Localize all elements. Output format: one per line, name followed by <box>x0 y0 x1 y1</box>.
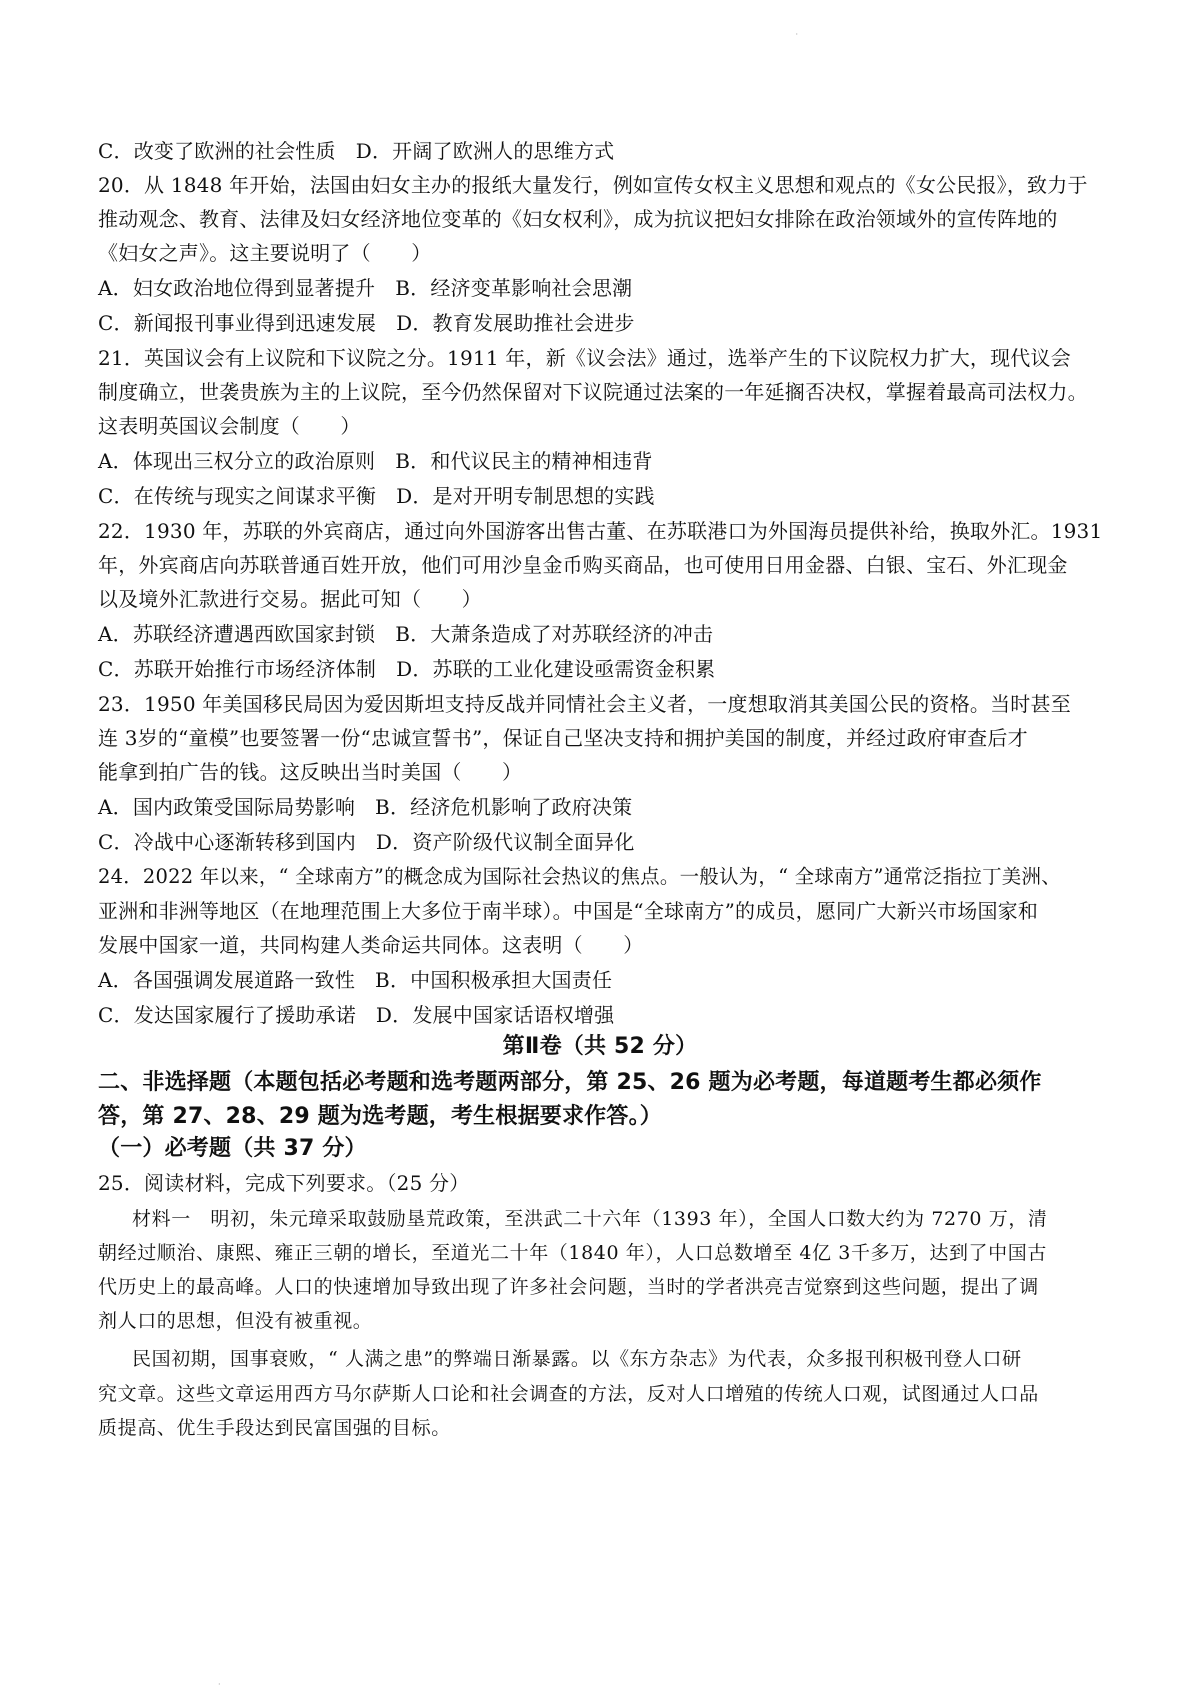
q22-options-ab <box>98 621 713 647</box>
scan-mark: · <box>795 30 798 39</box>
q20-option-b: B．经济变革影响社会思潮 <box>395 276 633 300</box>
q24-options-cd <box>98 1002 614 1028</box>
q24-options-ab <box>98 967 612 993</box>
q25-material-1b-line-2: 究文章。这些文章运用西方马尔萨斯人口论和社会调查的方法，反对人口增殖的传统人口观，试图通过人口品 <box>98 1383 1039 1405</box>
q23-options-cd <box>98 829 635 855</box>
q22-option-d: D．苏联的工业化建设亟需资金积累 <box>396 657 716 681</box>
q23-option-c: C．冷战中心逐渐转移到国内 <box>98 830 356 854</box>
q20-stem-line-1: 20．从 1848 年开始，法国由妇女主办的报纸大量发行，例如宣传女权主义思想和观点的《女公民报》，致力于 <box>98 173 1088 197</box>
q24-stem-line-1: 24．2022 年以来，“ 全球南方”的概念成为国际社会热议的焦点。一般认为，“ 全球南方”通常泛指拉丁美洲、 <box>98 865 1061 888</box>
q20-stem-line-2: 推动观念、教育、法律及妇女经济地位变革的《妇女权利》，成为抗议把妇女排除在政治领域外的宣传阵地的 <box>98 207 1058 231</box>
q22-stem-line-3: 以及境外汇款进行交易。据此可知（ ） <box>98 587 482 611</box>
q25-stem: 25．阅读材料，完成下列要求。（25 分） <box>98 1171 470 1195</box>
q22-option-a: A．苏联经济遭遇西欧国家封锁 <box>98 622 376 646</box>
q25-material-1-line-1: 材料一 明初，朱元璋采取鼓励垦荒政策，至洪武二十六年（1393 年），全国人口数大约为 7270 万，清 <box>132 1208 1048 1230</box>
q22-options-cd <box>98 656 715 682</box>
section-2-heading-line-2: 答，第 27、28、29 题为选考题，考生根据要求作答。） <box>98 1104 662 1129</box>
q23-option-d: D．资产阶级代议制全面异化 <box>375 830 635 854</box>
q25-material-1b-line-1: 民国初期，国事衰败，“ 人满之患”的弊端日渐暴露。以《东方杂志》为代表，众多报刊积极刊登人口研 <box>132 1348 1022 1370</box>
q21-options-ab <box>98 448 653 474</box>
q25-material-1-line-3: 代历史上的最高峰。人口的快速增加导致出现了许多社会问题，当时的学者洪亮吉觉察到这些问题，提出了调 <box>98 1276 1039 1298</box>
q21-stem-line-2: 制度确立，世袭贵族为主的上议院，至今仍然保留对下议院通过法案的一年延搁否决权，掌握着最高司法权力。 <box>98 380 1088 404</box>
q23-options-ab <box>98 794 632 820</box>
q24-option-b: B．中国积极承担大国责任 <box>375 968 613 992</box>
q21-option-a: A．体现出三权分立的政治原则 <box>98 449 376 473</box>
q19-options-cd <box>98 138 614 164</box>
q25-material-1b-line-3: 质提高、优生手段达到民富国强的目标。 <box>98 1417 451 1439</box>
q20-stem-line-3: 《妇女之声》。这主要说明了（ ） <box>98 241 432 265</box>
section-2-subheading: （一）必考题（共 37 分） <box>98 1136 367 1161</box>
q24-stem-line-3: 发展中国家一道，共同构建人类命运共同体。这表明（ ） <box>98 933 644 957</box>
q23-stem-line-3: 能拿到拍广告的钱。这反映出当时美国（ ） <box>98 760 523 784</box>
q21-option-d: D．是对开明专制思想的实践 <box>396 484 655 508</box>
q20-option-c: C．新闻报刊事业得到迅速发展 <box>98 311 377 335</box>
q24-option-a: A．各国强调发展道路一致性 <box>98 968 356 992</box>
q23-stem-line-2: 连 3岁的“童模”也要签署一份“忠诚宣誓书”，保证自己坚决支持和拥护美国的制度，并经过政府审查后才 <box>98 726 1028 750</box>
q23-stem-line-1: 23．1950 年美国移民局因为爱因斯坦支持反战并同情社会主义者，一度想取消其美国公民的资格。当时甚至 <box>98 692 1071 716</box>
q20-options-cd <box>98 310 635 336</box>
q22-option-b: B．大萧条造成了对苏联经济的冲击 <box>395 622 714 646</box>
q21-stem-line-3: 这表明英国议会制度（ ） <box>98 414 361 438</box>
q20-options-ab <box>98 275 632 301</box>
q21-option-b: B．和代议民主的精神相违背 <box>395 449 653 473</box>
q20-option-d: D．教育发展助推社会进步 <box>396 311 635 335</box>
q22-stem-line-1: 22．1930 年，苏联的外宾商店，通过向外国游客出售古董、在苏联港口为外国海员提供补给，换取外汇。1931 <box>98 519 1103 543</box>
q22-option-c: C．苏联开始推行市场经济体制 <box>98 657 377 681</box>
section-2-heading-line-1: 二、非选择题（本题包括必考题和选考题两部分，第 25、26 题为必考题，每道题考生都必须作 <box>98 1070 1042 1095</box>
q24-option-c: C．发达国家履行了援助承诺 <box>98 1003 356 1027</box>
q19-option-d: D．开阔了欧洲人的思维方式 <box>355 139 615 163</box>
q22-stem-line-2: 年，外宾商店向苏联普通百姓开放，他们可用沙皇金币购买商品，也可使用日用金器、白银、宝石、外汇现金 <box>98 553 1068 577</box>
q21-option-c: C．在传统与现实之间谋求平衡 <box>98 484 377 508</box>
q23-option-b: B．经济危机影响了政府决策 <box>375 795 633 819</box>
q24-option-d: D．发展中国家话语权增强 <box>375 1003 615 1027</box>
q19-option-c: C．改变了欧洲的社会性质 <box>98 139 336 163</box>
q21-options-cd <box>98 483 655 509</box>
q25-material-1-line-4: 剂人口的思想，但没有被重视。 <box>98 1310 373 1332</box>
scan-mark: · <box>218 1680 221 1689</box>
q23-option-a: A．国内政策受国际局势影响 <box>98 795 356 819</box>
q25-material-1-line-2: 朝经过顺治、康熙、雍正三朝的增长，至道光二十年（1840 年），人口总数增至 4亿 3千多万，达到了中国古 <box>98 1242 1047 1264</box>
q24-stem-line-2: 亚洲和非洲等地区（在地理范围上大多位于南半球）。中国是“全球南方”的成员，愿同广大新兴市场国家和 <box>98 899 1039 923</box>
q21-stem-line-1: 21．英国议会有上议院和下议院之分。1911 年，新《议会法》通过，选举产生的下议院权力扩大，现代议会 <box>98 346 1071 370</box>
section-2-title: 第Ⅱ卷（共 52 分） <box>502 1034 698 1059</box>
q20-option-a: A．妇女政治地位得到显著提升 <box>98 276 376 300</box>
